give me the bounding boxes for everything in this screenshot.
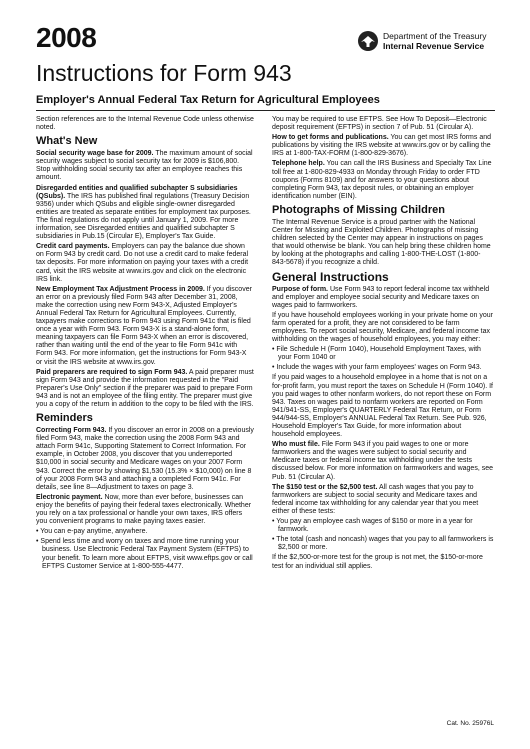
test-bullet-1: • You pay an employee cash wages of $150 or more in a year for farmwork. — [272, 518, 473, 534]
missing-children-heading: Photographs of Missing Children — [272, 203, 445, 216]
catalog-number: Cat. No. 25976L — [446, 720, 494, 727]
adj-title: New Employment Tax Adjustment Process in 2009. — [36, 285, 205, 293]
who-paragraph — [272, 441, 494, 481]
ep-body: Now, more than ever before, businesses can enjoy the benefits of paying their federal taxes electronically. Whether you rely on a tax professional or handle your own taxes, IRS offers you convenient programs to make paying taxes easier. — [36, 493, 252, 526]
phone-title: Telephone help. — [272, 160, 325, 168]
form-year: 2008 — [36, 22, 97, 53]
ssw-paragraph — [36, 150, 254, 182]
left-column — [36, 116, 254, 573]
ep-title: Electronic payment. — [36, 493, 103, 501]
test-bullet-1-text: You pay an employee cash wages of $150 or more in a year for farmwork. — [276, 518, 473, 534]
forms-body: You can get most IRS forms and publications by visiting the IRS website at www.irs.gov or by calling the IRS at 1-800-TAX-FORM (1-800-829-3676). — [272, 134, 492, 158]
dis-title: Disregarded entities and qualified subchapter S subsidiaries (QSubs). — [36, 184, 238, 200]
agency-line-1: Department of the Treasury — [383, 31, 487, 41]
forms-paragraph — [272, 134, 494, 158]
pp-title: Paid preparers are required to sign Form 943. — [36, 368, 188, 376]
purpose-body: Use Form 943 to report federal income tax withheld and employer and employee social security and Medicare taxes on wages paid to farmworkers. — [272, 285, 490, 309]
ssw-body: The maximum amount of social security wages subject to social security tax for 2009 is $106,800. Stop withholding social security tax after an employee reaches this amount. — [36, 150, 253, 182]
cc-title: Credit card payments. — [36, 243, 110, 251]
divider — [36, 110, 495, 111]
purpose-bullet-2-text: Include the wages with your farm employees' wages on Form 943. — [276, 364, 482, 372]
test-bullet-2: • The total (cash and noncash) wages that you pay to all farmworkers is $2,500 or more. — [272, 536, 494, 552]
purpose-paragraph — [272, 286, 494, 310]
cf-paragraph — [36, 427, 254, 492]
treasury-eagle-seal-icon — [357, 30, 379, 52]
ep-bullet-1: • You can e-pay anytime, anywhere. — [36, 528, 148, 536]
phone-body: You can call the IRS Business and Specialty Tax Line toll free at 1-800-829-4933 on Monday through Friday to order FTD coupons (Forms 8109) and for answers to your questions about completing Form 943, tax deposit rules, or obtaining an employer identification number (EIN). — [272, 160, 492, 200]
page-subtitle: Employer's Annual Federal Tax Return for Agricultural Employees — [36, 94, 380, 106]
adj-body: If you discover an error on a previously filed Form 943 after December 31, 2008, make the correction using new Form 943-X, Adjusted Employer's Annual Federal Tax Return for Agricultural Employees. Currently, taxpayers make corrections to Form 943 using Form 941c that is filed once a year with Form 943. Form 943-X is a stand-alone form, meaning taxpayers can file Form 943-X when an error is discovered, rather than waiting until the end of the year to file Form 941c with Form 943. For more information, get the instructions for Form 943-X or visit the IRS website at www.irs.gov. — [36, 285, 252, 366]
cf-title: Correcting Form 943. — [36, 427, 107, 435]
purpose-bullet-2: • Include the wages with your farm employees' wages on Form 943. — [272, 364, 482, 372]
purpose-bullet-1: • File Schedule H (Form 1040), Household Employment Taxes, with your Form 1040 or — [272, 346, 481, 362]
who-body: File Form 943 if you paid wages to one or more farmworkers and the wages were subject to social security and Medicare taxes or federal income tax withholding under the tests discussed below. For more information on farmworkers and wages, see Pub. 51 (Circular A). — [272, 441, 493, 481]
cf-body: If you discover an error in 2008 on a previously filed Form 943, make the correction using the 2008 Form 943 and attach Form 941c, Supporting Statement to Correct Information. For example, in October 2008, you discover that you underreported $10,000 in social security and Medicare wages on your 2007 Form 943. Correct the error by showing $1,530 (15.3% × $10,000) on line 8 of your 2008 Form 943 and attaching a completed Form 941c. For details, see line 8—Adjustment to taxes on page 3. — [36, 427, 254, 491]
forms-title: How to get forms and publications. — [272, 134, 389, 142]
test-bullet-2-text: The total (cash and noncash) wages that you pay to all farmworkers is $2,500 or more. — [276, 536, 494, 552]
cc-paragraph — [36, 243, 254, 283]
ep-bullet-2-text: Spend less time and worry on taxes and more time running your business. Use Electronic Federal Tax Payment System (EFTPS) to your benefit. To learn more about EFTPS, visit www.eftps.gov or call EFTPS Customer Service at 1-800-555-4477. — [40, 538, 253, 570]
right-column — [272, 116, 494, 573]
agency-line-2: Internal Revenue Service — [383, 41, 485, 51]
pp-paragraph — [36, 369, 254, 409]
ep-bullet-2: • Spend less time and worry on taxes and more time running your business. Use Electronic Federal Tax Payment System (EFTPS) to your benefit. To learn more about EFTPS, visit www.eftps.gov or call EFTPS Customer Service at 1-800-555-4477. — [36, 538, 253, 570]
phone-paragraph — [272, 160, 494, 200]
purpose-bullet-1-text: File Schedule H (Form 1040), Household Employment Taxes, with your Form 1040 or — [276, 346, 481, 362]
adj-paragraph — [36, 286, 254, 367]
dis-paragraph — [36, 185, 254, 242]
purpose-p2: If you have household employees working in your private home on your farm operated for a profit, they are not considered to be farm employees. To report social security, Medicare, and federal income tax withholding on the wages of household employees, you may either: — [272, 311, 494, 344]
test-p2: If the $2,500-or-more test for the group is not met, the $150-or-more test for an individual still applies. — [272, 554, 483, 570]
purpose-p3: If you paid wages to a household employee in a home that is not on a for-profit farm, you must report the taxes on Schedule H (Form 1040). If you paid wages to other nonfarm workers, do not report these on Form 943. Taxes on wages paid to nonfarm workers are reported on Form 941/941-SS, Employer's QUARTERLY Federal Tax Return, or Form 944/944-SS, Employer's ANNUAL Federal Tax Return. See Pub. 926, Household Employer's Tax Guide, for more information about household employees. — [272, 374, 493, 439]
eftps-note: You may be required to use EFTPS. See How To Deposit—Electronic deposit requirement (EFTPS) in section 7 of Pub. 51 (Circular A). — [272, 116, 487, 132]
page-title: Instructions for Form 943 — [36, 60, 292, 86]
dis-body: The IRS has published final regulations (Treasury Decision 9356) under which QSubs and eligible single-owner disregarded entities are treated as separate entities for employment tax purposes. The final regulations do not apply until January 1, 2009. For more information, see Disregarded entities and qualified subchapter S subsidiaries in Pub.15 (Circular E), Employer's Tax Guide. — [36, 192, 251, 241]
ssw-title: Social security wage base for 2009. — [36, 150, 154, 158]
missing-children-text: The Internal Revenue Service is a proud partner with the National Center for Missing and Exploited Children. Photographs of missing children selected by the Center may appear in instructions on pages that would otherwise be blank. You can help bring these children home by looking at the photographs and calling 1-800-THE-LOST (1-800-843-5678) if you recognize a child. — [272, 218, 491, 267]
reminders-heading: Reminders — [36, 412, 93, 425]
whats-new-heading: What's New — [36, 135, 98, 148]
who-title: Who must file. — [272, 441, 320, 449]
ep-paragraph — [36, 494, 254, 526]
intro-text: Section references are to the Internal Revenue Code unless otherwise noted. — [36, 116, 254, 132]
ep-bullet-1-text: You can e-pay anytime, anywhere. — [40, 528, 148, 536]
general-instructions-heading: General Instructions — [272, 269, 389, 284]
cc-body: Employers can pay the balance due shown on Form 943 by credit card. Do not use a credit card to make federal tax deposits. For more information on paying your taxes with a credit card, visit the IRS website at www.irs.gov and click on the electronic IRS link. — [36, 243, 249, 283]
test-paragraph — [272, 484, 494, 516]
test-title: The $150 test or the $2,500 test. — [272, 483, 378, 491]
pp-body: A paid preparer must sign Form 943 and provide the information requested in the "Paid Preparer's Use Only" section if the preparer was paid to prepare Form 943 and is not an employee of the filing entity. The preparer must give you a copy of the return in addition to the copy to be filed with the IRS. — [36, 368, 254, 408]
test-body: All cash wages that you pay to farmworkers are subject to social security and Medicare taxes and federal income tax withholding for any calendar year that you meet either of these tests: — [272, 483, 479, 515]
purpose-title: Purpose of form. — [272, 285, 329, 293]
